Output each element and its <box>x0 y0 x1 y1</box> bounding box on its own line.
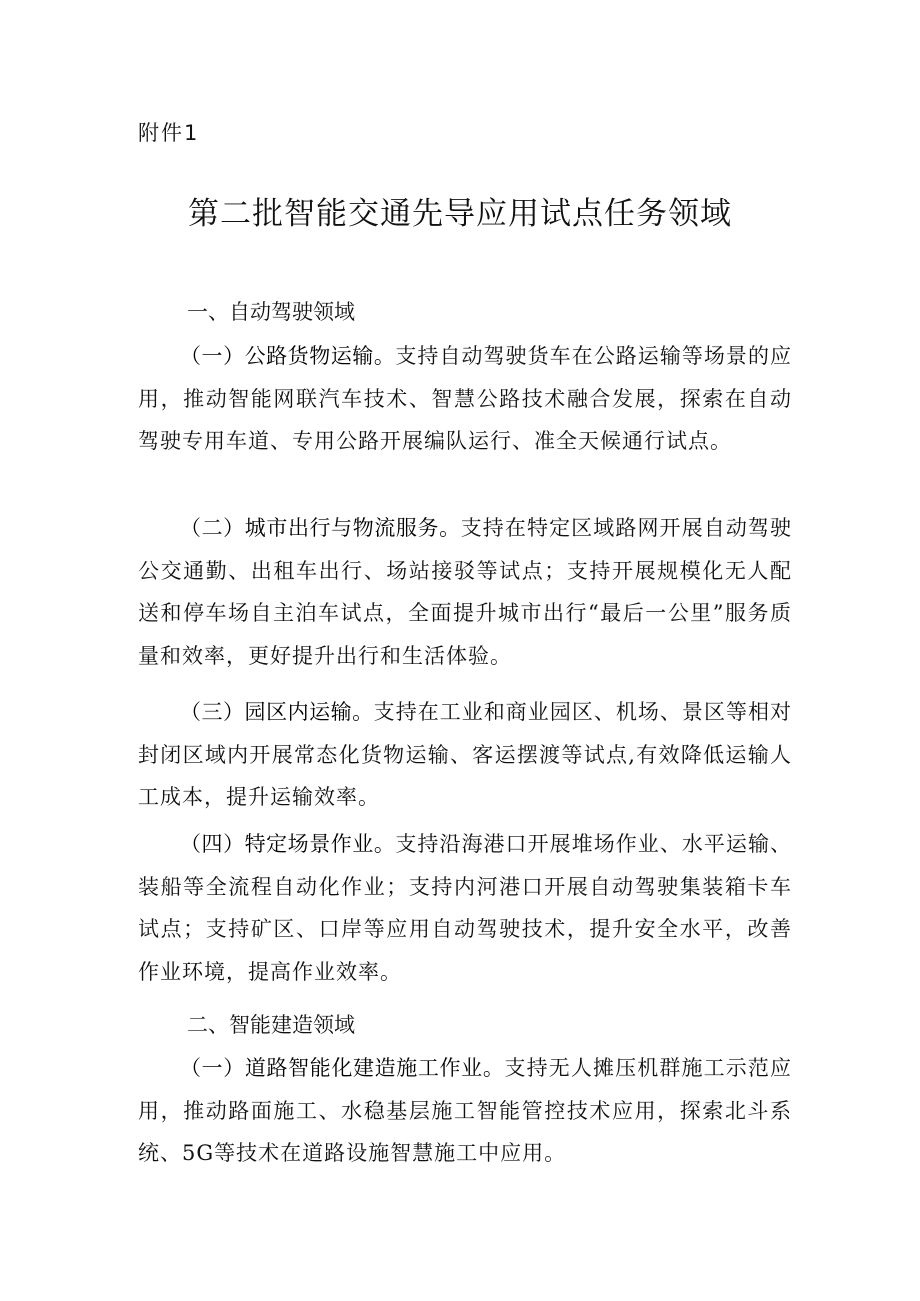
document-title: 第二批智能交通先导应用试点任务领域 <box>188 196 732 232</box>
attachment-label: 附件1 <box>138 121 200 145</box>
paragraph-lead: （二）城市出行与物流服务。 <box>180 516 461 540</box>
paragraph-lead: （四）特定场景作业。 <box>180 832 396 856</box>
section-heading-intelligent-construction: 二、智能建造领域 <box>187 1013 355 1037</box>
paragraph-text: 支持自动驾驶货车在公路运输等场景的应用，推动智能网联汽车技术、智慧公路技术融合发展，探索在自动驾驶专用车道、专用公路开展编队运行、准全天候通行试点。 <box>138 344 793 453</box>
paragraph-text: 支持在工业和商业园区、机场、景区等相对封闭区域内开展常态化货物运输、客运摆渡等试点,有效降低运输人工成本，提升运输效率。 <box>138 700 793 809</box>
paragraph-park-transport <box>138 691 792 819</box>
paragraph-road-smart-construction <box>138 1047 792 1175</box>
paragraph-lead: （一）公路货物运输。 <box>180 344 396 368</box>
paragraph-lead: （三）园区内运输。 <box>180 700 374 724</box>
section-heading-autonomous-driving: 一、自动驾驶领域 <box>187 300 355 324</box>
paragraph-text: 支持无人摊压机群施工示范应用，推动路面施工、水稳基层施工智能管控技术应用，探索北斗系统、5G等技术在道路设施智慧施工中应用。 <box>138 1056 793 1165</box>
paragraph-highway-freight <box>138 335 792 463</box>
paragraph-lead: （一）道路智能化建造施工作业。 <box>180 1056 505 1080</box>
paragraph-text: 支持沿海港口开展堆场作业、水平运输、装船等全流程自动化作业；支持内河港口开展自动驾驶集装箱卡车试点；支持矿区、口岸等应用自动驾驶技术，提升安全水平，改善作业环境，提高作业效率。 <box>138 832 793 984</box>
paragraph-specific-scenario-operations <box>138 823 792 993</box>
paragraph-urban-mobility-logistics <box>138 507 792 677</box>
paragraph-text: 支持在特定区域路网开展自动驾驶公交通勤、出租车出行、场站接驳等试点；支持开展规模化无人配送和停车场自主泊车试点，全面提升城市出行“最后一公里”服务质量和效率，更好提升出行和生活体验。 <box>138 516 792 668</box>
